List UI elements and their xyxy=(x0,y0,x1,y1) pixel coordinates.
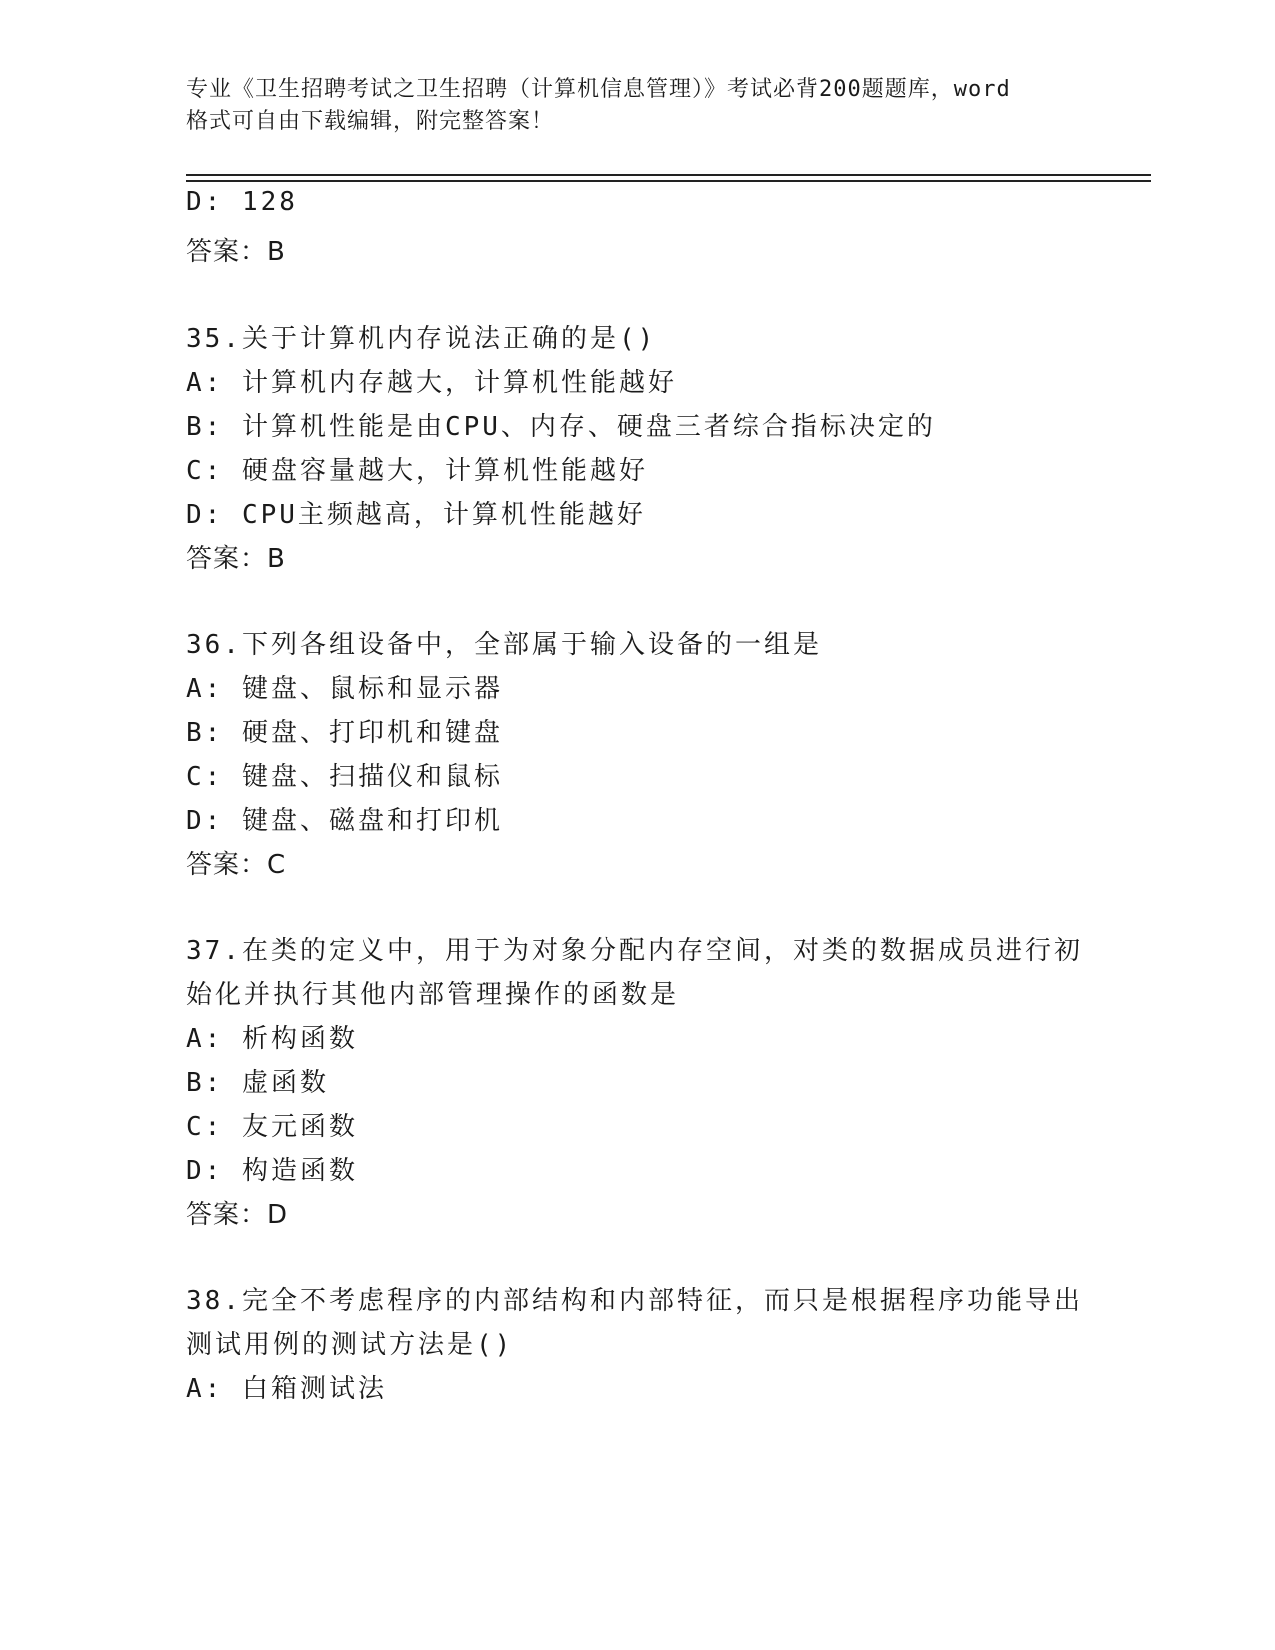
prev-option-d: D: 128 xyxy=(186,187,298,217)
header-divider-bottom xyxy=(186,180,1151,182)
q37-option-b: B: 虚函数 xyxy=(186,1068,329,1098)
page-header xyxy=(186,74,1086,138)
q38-option-a: A: 白箱测试法 xyxy=(186,1374,387,1404)
q35-option-b: B: 计算机性能是由CPU、内存、硬盘三者综合指标决定的 xyxy=(186,412,936,442)
q37-stem-line-2: 始化并执行其他内部管理操作的函数是 xyxy=(186,980,680,1010)
q38-stem-line-1: 38.完全不考虑程序的内部结构和内部特征，而只是根据程序功能导出 xyxy=(186,1286,1083,1316)
header-title-line-2: 格式可自由下载编辑，附完整答案！ xyxy=(186,109,555,134)
q37-option-c: C: 友元函数 xyxy=(186,1112,358,1142)
header-title-line-1: 专业《卫生招聘考试之卫生招聘（计算机信息管理）》考试必背200题题库，word xyxy=(186,77,1011,102)
q35-option-c: C: 硬盘容量越大，计算机性能越好 xyxy=(186,456,648,486)
q36-stem: 36.下列各组设备中，全部属于输入设备的一组是 xyxy=(186,630,822,660)
q38-stem-line-2: 测试用例的测试方法是() xyxy=(186,1330,514,1360)
header-divider-top xyxy=(186,174,1151,176)
q36-option-a: A: 键盘、鼠标和显示器 xyxy=(186,674,503,704)
q36-option-c: C: 键盘、扫描仪和鼠标 xyxy=(186,762,503,792)
q35-option-a: A: 计算机内存越大，计算机性能越好 xyxy=(186,368,677,398)
q36-option-d: D: 键盘、磁盘和打印机 xyxy=(186,806,503,836)
q36-answer: 答案：C xyxy=(186,850,287,880)
q35-option-d: D: CPU主频越高，计算机性能越好 xyxy=(186,500,646,530)
q35-answer: 答案：B xyxy=(186,544,286,574)
q36-option-b: B: 硬盘、打印机和键盘 xyxy=(186,718,503,748)
q37-option-a: A: 析构函数 xyxy=(186,1024,358,1054)
q37-answer: 答案：D xyxy=(186,1200,289,1230)
q37-option-d: D: 构造函数 xyxy=(186,1156,358,1186)
prev-answer: 答案：B xyxy=(186,237,286,267)
q35-stem: 35.关于计算机内存说法正确的是() xyxy=(186,324,657,354)
q37-stem-line-1: 37.在类的定义中，用于为对象分配内存空间，对类的数据成员进行初 xyxy=(186,936,1083,966)
